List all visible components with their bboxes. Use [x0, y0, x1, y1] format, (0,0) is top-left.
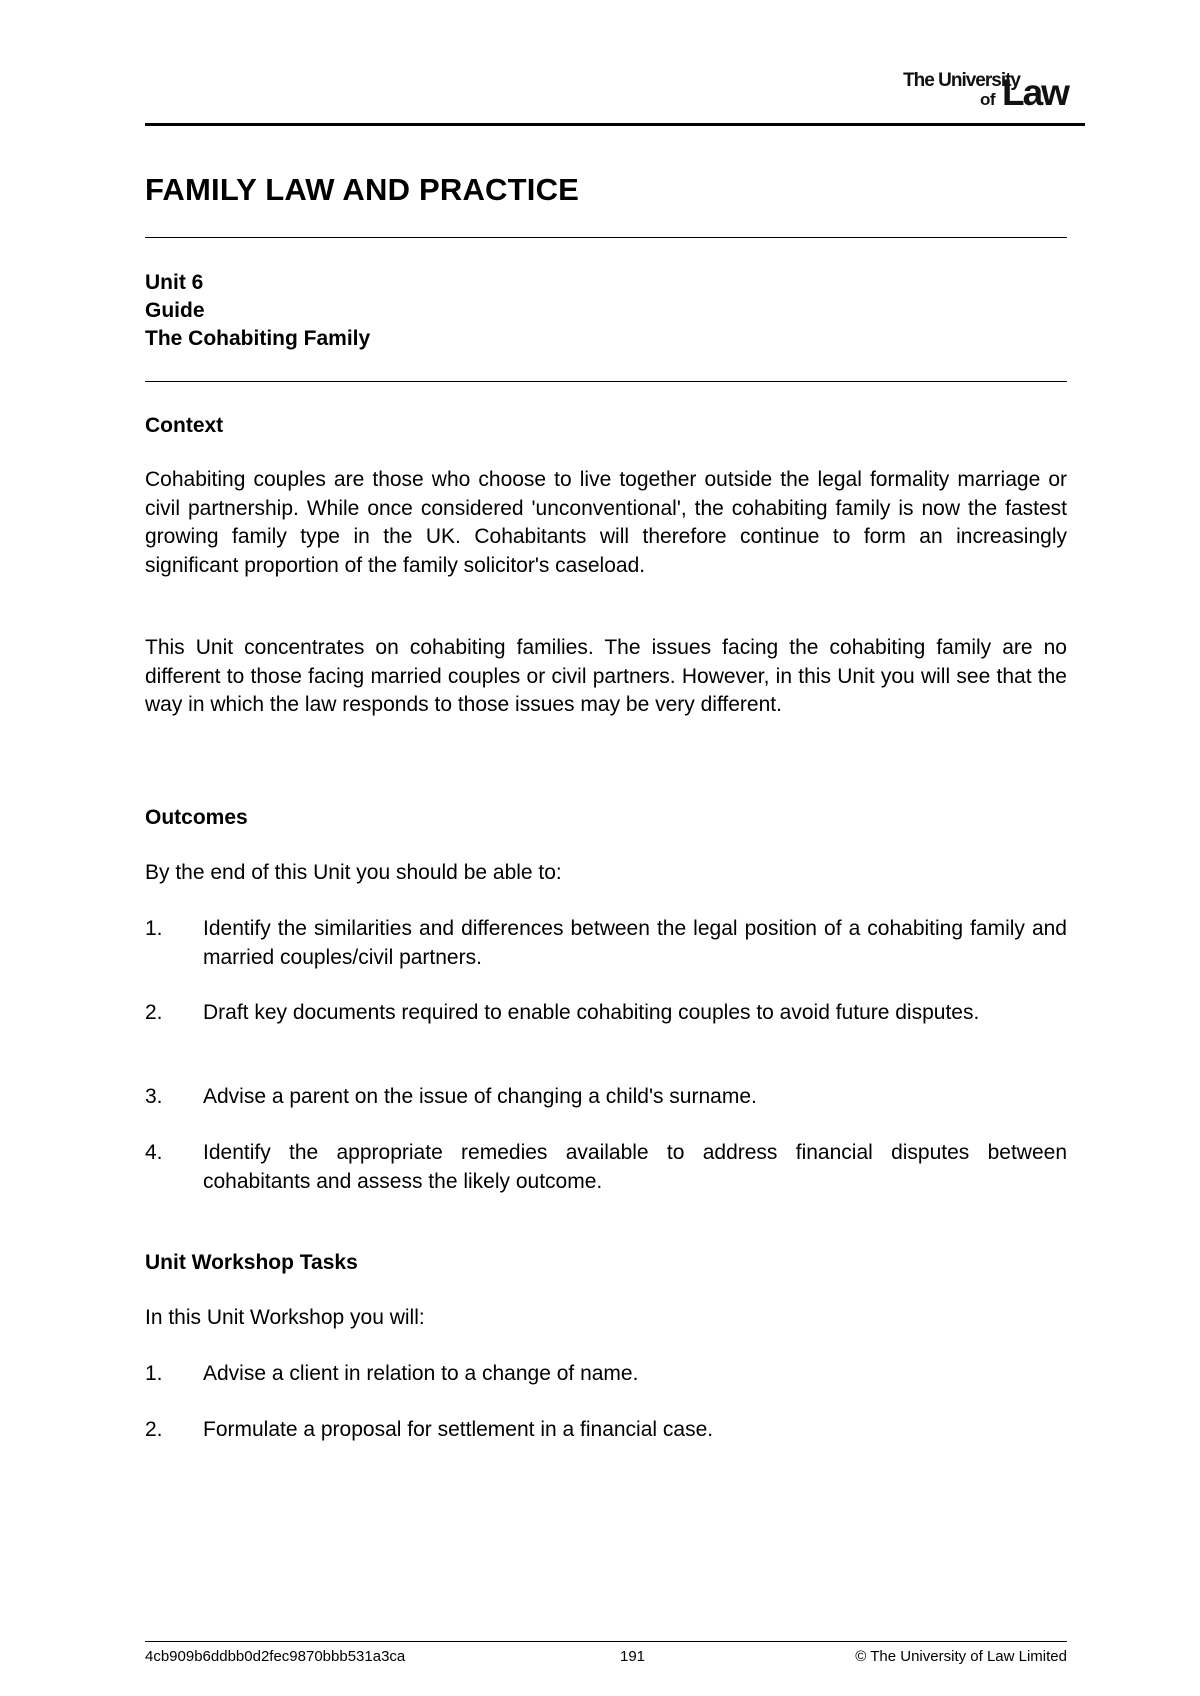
workshop-item-1 [145, 1360, 1067, 1389]
context-paragraph-1: Cohabiting couples are those who choose to live together outside the legal formality marriage or civil partnership. While once considered 'unconventional', the cohabiting family is now the fastest growing family type in the UK. Cohabitants will therefore continue to form an increasingly significant proportion of the family solicitor's caseload. [145, 468, 1067, 577]
workshop-heading: Unit Workshop Tasks [145, 1251, 358, 1274]
page-title: FAMILY LAW AND PRACTICE [145, 172, 580, 207]
outcome-item-2 [145, 999, 1067, 1028]
logo-law: Law [1002, 72, 1068, 113]
outcome-item-1 [145, 915, 1067, 972]
workshop-number: 1. [145, 1362, 163, 1385]
workshop-text: Advise a client in relation to a change of name. [203, 1362, 639, 1385]
outcome-text: Identify the appropriate remedies available to address financial disputes between cohabitants and assess the likely outcome. [203, 1141, 1067, 1193]
footer-rule [145, 1641, 1067, 1642]
outcome-item-4 [145, 1139, 1067, 1196]
university-logo [868, 68, 1076, 113]
context-paragraph-2: This Unit concentrates on cohabiting families. The issues facing the cohabiting family are no different to those facing married couples or civil partners. However, in this Unit you will see that the way in which the law responds to those issues may be very different. [145, 636, 1067, 716]
footer-page-number: 191 [620, 1648, 646, 1665]
context-heading: Context [145, 414, 224, 437]
workshop-item-2 [145, 1416, 1067, 1445]
outcome-text: Identify the similarities and differences between the legal position of a cohabiting family and married couples/civil partners. [203, 917, 1067, 969]
logo-line-1: The University [903, 70, 1020, 91]
outcomes-heading: Outcomes [145, 806, 248, 829]
outcome-number: 4. [145, 1141, 163, 1164]
outcome-text: Draft key documents required to enable cohabiting couples to avoid future disputes. [203, 1001, 980, 1024]
unit-number: Unit 6 [145, 271, 204, 294]
workshop-number: 2. [145, 1418, 163, 1441]
outcome-text: Advise a parent on the issue of changing a child's surname. [203, 1085, 757, 1108]
outcomes-intro: By the end of this Unit you should be able to: [145, 861, 562, 884]
unit-type: Guide [145, 299, 205, 322]
footer-code: 4cb909b6ddbb0d2fec9870bbb531a3ca [145, 1648, 406, 1665]
logo-of: of [980, 90, 996, 109]
outcome-item-3 [145, 1083, 1067, 1112]
workshop-text: Formulate a proposal for settlement in a financial case. [203, 1418, 714, 1441]
divider-2 [145, 381, 1067, 382]
workshop-intro: In this Unit Workshop you will: [145, 1306, 425, 1329]
unit-name: The Cohabiting Family [145, 327, 371, 350]
footer-copyright: © The University of Law Limited [855, 1648, 1067, 1665]
header-rule [145, 123, 1085, 126]
divider-1 [145, 237, 1067, 238]
outcome-number: 3. [145, 1085, 163, 1108]
outcome-number: 1. [145, 917, 163, 940]
outcome-number: 2. [145, 1001, 163, 1024]
unit-block [145, 269, 370, 353]
